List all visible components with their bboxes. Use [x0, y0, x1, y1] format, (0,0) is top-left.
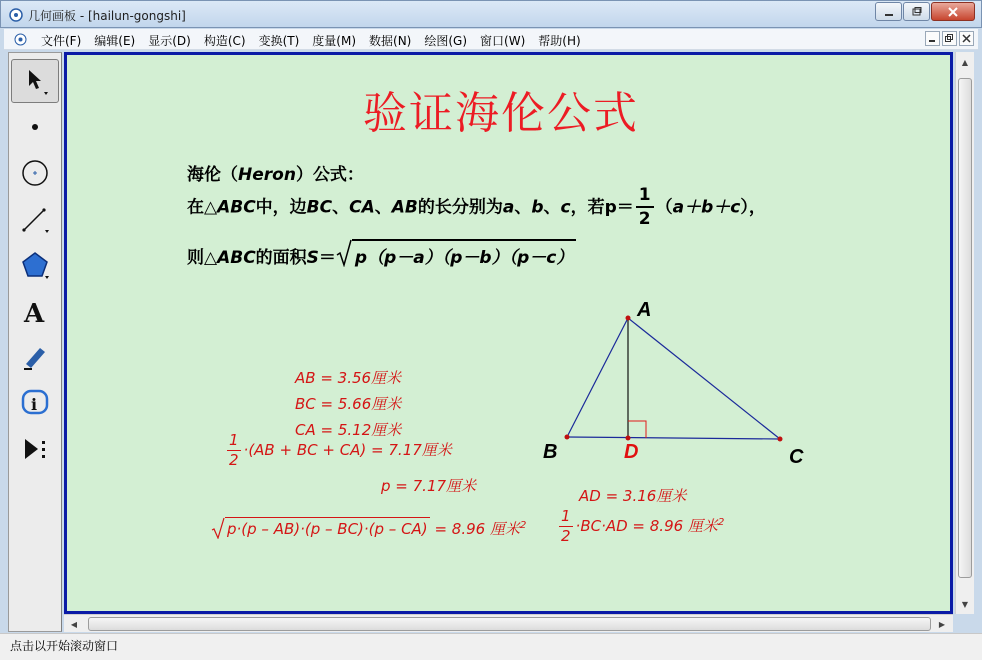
circle-icon — [20, 158, 50, 188]
scroll-down-icon[interactable]: ▼ — [961, 599, 969, 609]
document-icon — [14, 33, 27, 46]
info-tool[interactable] — [11, 381, 59, 425]
restore-icon — [945, 34, 954, 43]
marker-tool[interactable] — [11, 335, 59, 379]
arrow-icon — [20, 66, 50, 96]
menu-file[interactable]: 文件(F) — [41, 34, 82, 48]
marker-icon — [20, 342, 50, 372]
close-button[interactable] — [931, 2, 975, 21]
window-title: 几何画板 - [hailun-gongshi] — [28, 9, 186, 23]
horizontal-scroll-thumb[interactable] — [88, 617, 931, 631]
label-a[interactable]: A — [637, 299, 652, 321]
scroll-right-icon[interactable]: ▶ — [938, 619, 946, 629]
toolbox — [8, 52, 62, 632]
arrow-tool[interactable] — [11, 59, 59, 103]
minimize-icon — [928, 34, 937, 43]
triangle-figure — [67, 55, 950, 611]
measure-ad[interactable]: AD = 3.16厘米 — [579, 487, 687, 505]
info-icon — [20, 388, 50, 418]
title-bar — [0, 0, 982, 28]
text-icon — [20, 296, 50, 326]
restore-icon — [912, 7, 922, 17]
calc-half-perimeter[interactable]: $\frac{1}{2}$ ·(AB + BC + CA) = 7.17厘米 — [229, 431, 452, 469]
label-c[interactable]: C — [789, 446, 804, 468]
minimize-icon — [884, 7, 894, 17]
label-d[interactable]: D — [624, 441, 639, 463]
menu-window[interactable]: 窗口(W) — [480, 34, 526, 48]
point-a[interactable] — [626, 316, 631, 321]
calc-triangle-area[interactable]: $\frac{1}{2}$ ·BC·AD = 8.96 厘米$^2$ — [561, 507, 725, 545]
scroll-left-icon[interactable]: ◀ — [70, 619, 78, 629]
text-tool[interactable] — [11, 289, 59, 333]
canvas-heading: 验证海伦公式 — [363, 88, 639, 139]
measure-bc[interactable]: BC = 5.66厘米 — [295, 395, 402, 413]
doc-close-button[interactable] — [959, 31, 974, 46]
right-angle-mark — [628, 421, 646, 438]
measure-p[interactable]: p = 7.17厘米 — [381, 477, 477, 495]
menu-graph[interactable]: 绘图(G) — [424, 34, 468, 48]
app-icon — [9, 8, 23, 22]
status-text: 点击以开始滚动窗口 — [10, 639, 119, 653]
half-fraction: $\frac{1}{2}$ — [636, 187, 654, 228]
compass-tool[interactable] — [11, 151, 59, 195]
menu-transform[interactable]: 变换(T) — [258, 34, 300, 48]
calc-heron-area[interactable]: p·(p – AB)·(p – BC)·(p – CA) = 8.96 厘米$^2$ — [211, 517, 526, 539]
status-bar — [0, 633, 982, 660]
menu-bar — [4, 29, 978, 50]
doc-minimize-button[interactable] — [925, 31, 940, 46]
doc-restore-button[interactable] — [942, 31, 957, 46]
label-b[interactable]: B — [543, 441, 558, 463]
sqrt-expression: p（p－a）（p－b）（p－c） — [336, 239, 576, 268]
minimize-button[interactable] — [875, 2, 902, 21]
svg-text:i: i — [31, 395, 38, 414]
point-tool[interactable] — [11, 105, 59, 149]
restore-button[interactable] — [903, 2, 930, 21]
point-c[interactable] — [778, 437, 783, 442]
point-d[interactable] — [626, 436, 631, 441]
menu-display[interactable]: 显示(D) — [148, 34, 191, 48]
menu-construct[interactable]: 构造(C) — [203, 34, 246, 48]
segment-icon — [20, 204, 50, 234]
polygon-tool[interactable] — [11, 243, 59, 287]
menu-edit[interactable]: 编辑(E) — [94, 34, 136, 48]
point-icon — [20, 112, 50, 142]
menu-data[interactable]: 数据(N) — [369, 34, 412, 48]
custom-tool[interactable] — [11, 427, 59, 471]
measure-ab[interactable]: AB = 3.56厘米 — [295, 369, 402, 387]
heron-area-line: 则△ABC的面积S＝ p（p－a）（p－b）（p－c） — [187, 239, 576, 268]
vertical-scroll-thumb[interactable] — [958, 78, 972, 578]
heron-condition-line: 在△ABC中，边BC、CA、AB的长分别为a、b、c，若p＝ $\frac{1}{2}$ （a＋b＋c）， — [187, 185, 766, 229]
line-tool[interactable] — [11, 197, 59, 241]
segment-ac[interactable] — [628, 318, 780, 439]
play-icon — [20, 434, 50, 464]
horizontal-scrollbar[interactable] — [64, 614, 953, 632]
menu-measure[interactable]: 度量(M) — [312, 34, 357, 48]
point-b[interactable] — [565, 435, 570, 440]
measure-ca[interactable]: CA = 5.12厘米 — [295, 421, 402, 439]
segment-ab[interactable] — [567, 318, 628, 437]
menu-help[interactable]: 帮助(H) — [538, 34, 581, 48]
segment-bc[interactable] — [567, 437, 780, 439]
vertical-scrollbar[interactable] — [955, 52, 974, 614]
scroll-up-icon[interactable]: ▲ — [961, 57, 969, 67]
sketch-canvas[interactable] — [64, 52, 953, 614]
svg-text:A: A — [24, 299, 45, 326]
heron-title-line: 海伦（Heron）公式： — [187, 165, 364, 185]
close-icon — [962, 34, 971, 43]
polygon-icon — [20, 250, 50, 280]
close-icon — [947, 6, 959, 18]
